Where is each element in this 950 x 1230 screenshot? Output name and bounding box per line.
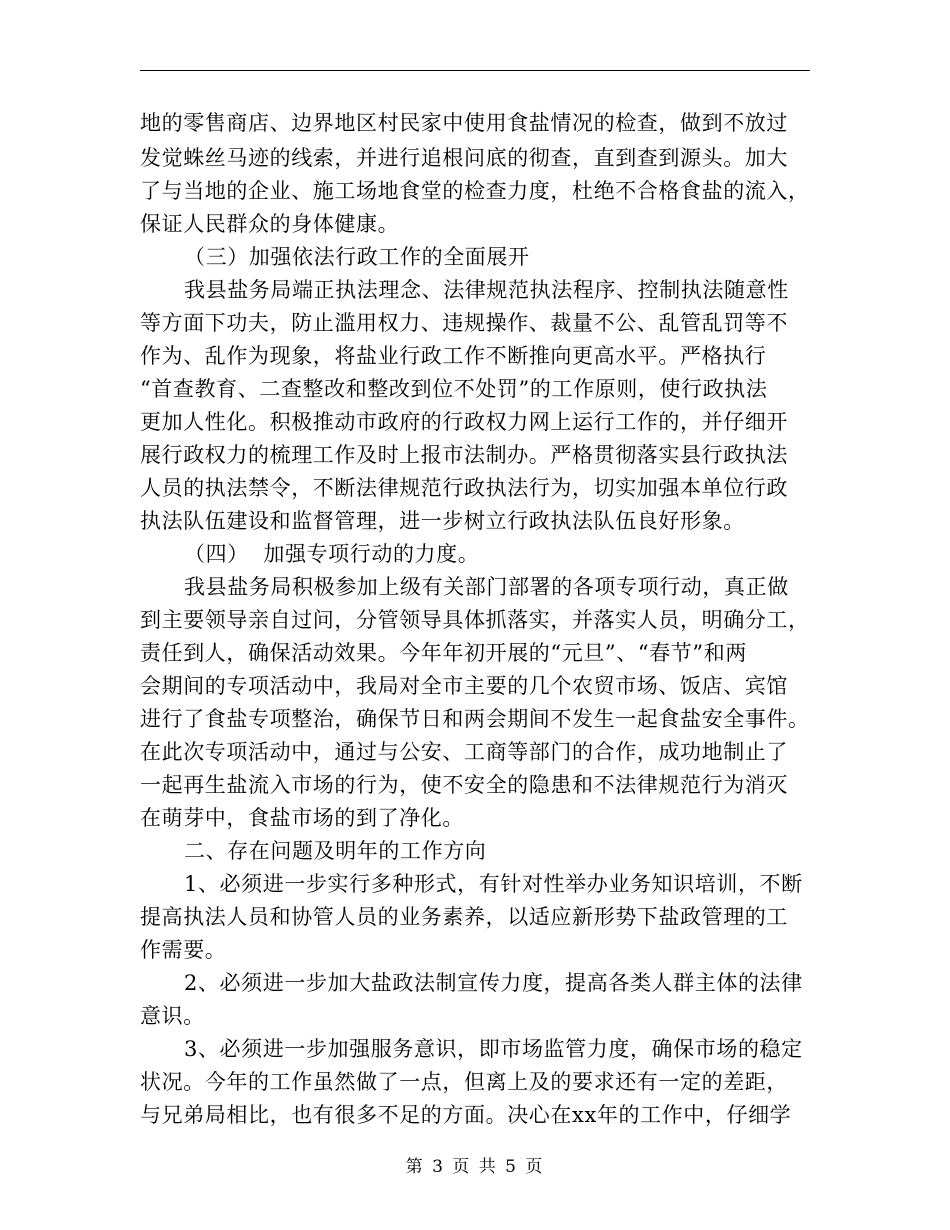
page-number-footer: 第 3 页 共 5 页 xyxy=(405,1157,545,1177)
text-line: 会期间的专项活动中，我局对全市主要的几个农贸市场、饭店、宾馆 xyxy=(140,674,788,698)
paragraph-first-line: 我县盐务局积极参加上级有关部门部署的各项专项行动，真正做 xyxy=(184,575,789,599)
text-line: 执法队伍建设和监督管理，进一步树立行政执法队伍良好形象。 xyxy=(140,509,745,533)
text-line: 作需要。 xyxy=(140,938,227,962)
text-line: 展行政权力的梳理工作及时上报市法制办。严格贯彻落实县行政执法 xyxy=(140,443,788,467)
paragraph-first-line: 1、必须进一步实行多种形式，有针对性举办业务知识培训，不断 xyxy=(184,872,803,896)
text-line: 了与当地的企业、施工场地食堂的检查力度，杜绝不合格食盐的流入， xyxy=(140,179,810,203)
section-heading: （三）加强依法行政工作的全面展开 xyxy=(184,245,530,269)
text-line: 到主要领导亲自过问，分管领导具体抓落实，并落实人员，明确分工， xyxy=(140,608,810,632)
text-line: “首查教育、二查整改和整改到位不处罚”的工作原则，使行政执法 xyxy=(140,377,768,401)
text-line: 责任到人，确保活动效果。今年年初开展的“元旦”、“春节”和两 xyxy=(140,641,747,665)
header-rule xyxy=(140,70,810,71)
text-line: 状况。今年的工作虽然做了一点，但离上及的要求还有一定的差距， xyxy=(140,1070,788,1094)
text-line: 提高执法人员和协管人员的业务素养，以适应新形势下盐政管理的工 xyxy=(140,905,788,929)
text-line: 更加人性化。积极推动市政府的行政权力网上运行工作的，并仔细开 xyxy=(140,410,788,434)
text-line: 意识。 xyxy=(140,1004,205,1028)
text-line: 进行了食盐专项整治，确保节日和两会期间不发生一起食盐安全事件。 xyxy=(140,707,810,731)
text-line: 发觉蛛丝马迹的线索，并进行追根问底的彻查，直到查到源头。加大 xyxy=(140,146,788,170)
text-line: 一起再生盐流入市场的行为，使不安全的隐患和不法律规范行为消灭 xyxy=(140,773,788,797)
paragraph-first-line: 我县盐务局端正执法理念、法律规范执法程序、控制执法随意性 xyxy=(184,278,789,302)
paragraph-first-line: 3、必须进一步加强服务意识，即市场监管力度，确保市场的稳定 xyxy=(184,1037,803,1061)
text-line: 保证人民群众的身体健康。 xyxy=(140,212,400,236)
section-heading: 二、存在问题及明年的工作方向 xyxy=(184,839,487,863)
paragraph-first-line: 2、必须进一步加大盐政法制宣传力度，提高各类人群主体的法律 xyxy=(184,971,803,995)
text-line: 与兄弟局相比，也有很多不足的方面。决心在xx年的工作中，仔细学 xyxy=(140,1103,792,1127)
section-heading: （四） 加强专项行动的力度。 xyxy=(184,542,480,566)
text-line: 作为、乱作为现象，将盐业行政工作不断推向更高水平。严格执行 xyxy=(140,344,767,368)
text-line: 在此次专项活动中，通过与公安、工商等部门的合作，成功地制止了 xyxy=(140,740,788,764)
text-line: 在萌芽中，食盐市场的到了净化。 xyxy=(140,806,464,830)
text-line: 地的零售商店、边界地区村民家中使用食盐情况的检查，做到不放过 xyxy=(140,111,788,135)
text-line: 人员的执法禁令，不断法律规范行政执法行为，切实加强本单位行政 xyxy=(140,476,788,500)
text-line: 等方面下功夫，防止滥用权力、违规操作、裁量不公、乱管乱罚等不 xyxy=(140,311,788,335)
